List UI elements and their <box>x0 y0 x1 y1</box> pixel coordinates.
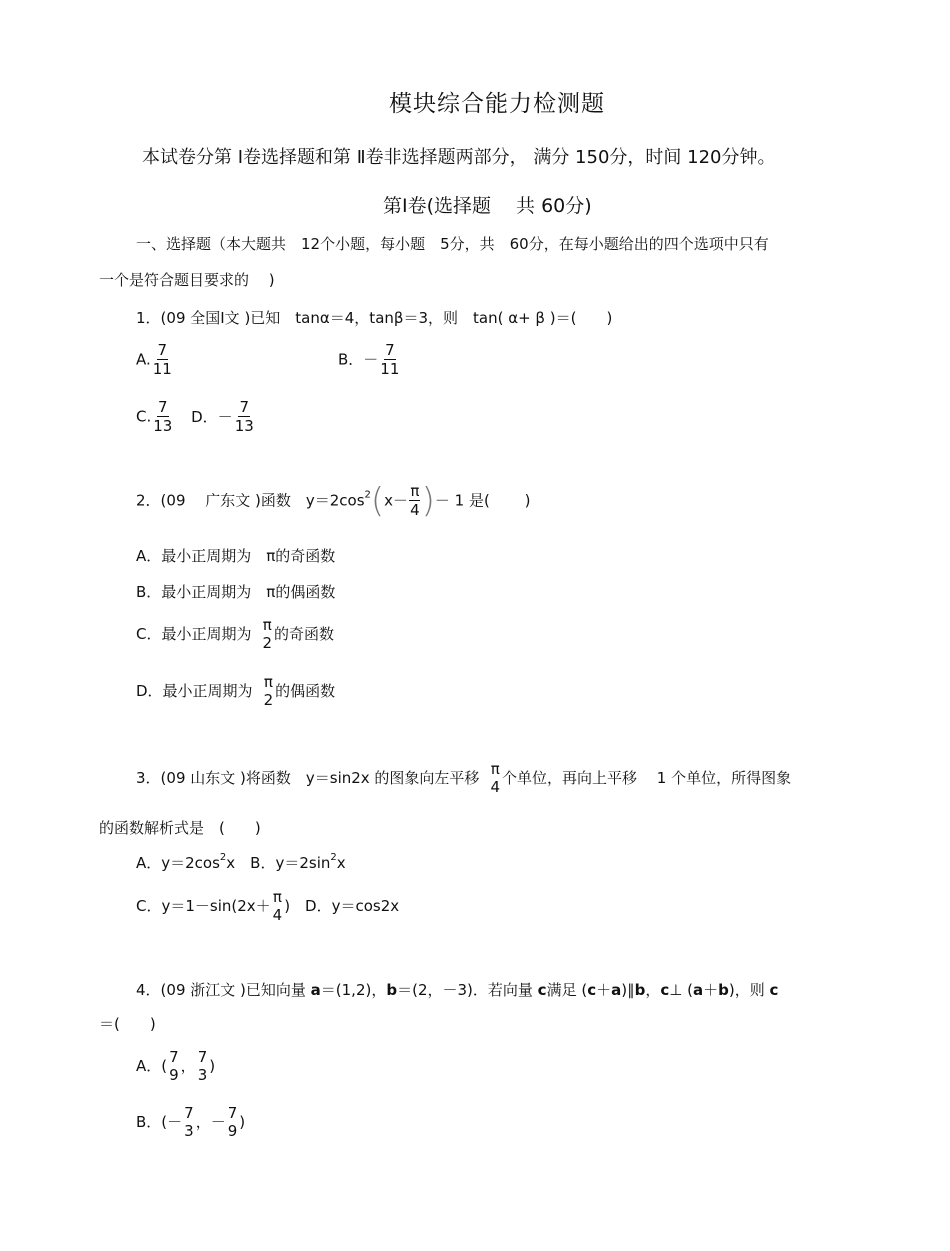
question-3-stem: 3．(09 山东文 )将函数 y＝sin2x 的图象向左平移 π 4 个单位，再向上平移 1 个单位，所得图象 <box>136 760 792 796</box>
fraction: $\frac{\pi}{4}$ <box>410 482 420 519</box>
fraction: π 2 <box>263 673 274 709</box>
fraction: $\frac{7}{13}$ <box>234 398 254 435</box>
section-instruction-line2: 一个是符合题目要求的 ) <box>99 271 275 289</box>
fraction: $\frac{7}{13}$ <box>153 398 173 435</box>
fraction: 7 9 <box>169 1048 179 1084</box>
question-1-options-cd: C. $\frac{7}{13}$ D．－ $\frac{7}{13}$ <box>136 398 254 435</box>
question-3-options-ab: A．$y=2\cos^2x$ B．$y=2\sin^2x$ <box>136 852 346 872</box>
question-2-option-d: D．最小正周期为 π 2 的偶函数 <box>136 673 336 709</box>
question-4-option-b: B．(－ 7 3 ，－ 7 9 ) <box>136 1104 246 1140</box>
question-1-option-b: B．－ $\frac{7}{11}$ <box>338 341 400 378</box>
question-4-stem: 4．(09 浙江文 )已知向量 a＝(1,2)，b＝(2，－3)．若向量 c满足 (c＋a)∥b，c⊥ (a＋b)，则 c <box>136 981 779 999</box>
question-1-option-a: A. $\frac{7}{11}$ <box>136 341 172 378</box>
question-2-stem: 2．(09 广东文 )函数 $y=2\cos^2(x-$ $\frac{\pi}{4}$ )－ 1 是( ) <box>136 481 531 521</box>
page-title: 模块综合能力检测题 <box>389 91 605 117</box>
question-4-option-a: A．( 7 9 ， 7 3 ) <box>136 1048 216 1084</box>
fraction: 7 3 <box>197 1048 208 1084</box>
question-1-stem: 1．(09 全国Ⅰ文 )已知 tanα＝4，tanβ＝3，则 tan( α+ β )＝( ) <box>136 309 613 327</box>
fraction: π 4 <box>490 760 500 796</box>
section-instruction-line1: 一、选择题（本大题共 12个小题，每小题 5分，共 60分，在每小题给出的四个选项中只有 <box>136 235 769 253</box>
question-4-stem-line2: ＝( ) <box>99 1015 156 1033</box>
question-2-option-c: C．最小正周期为 π 2 的奇函数 <box>136 616 335 652</box>
fraction: $\frac{7}{11}$ <box>380 341 400 378</box>
fraction: $\frac{7}{11}$ <box>152 341 172 378</box>
part-heading: 第Ⅰ卷(选择题 共 60分) <box>383 195 592 217</box>
question-3-options-cd: C．y＝1－sin(2x＋ π 4 ) D．y＝cos2x <box>136 888 400 924</box>
question-3-stem-line2: 的函数解析式是 ( ) <box>99 819 261 837</box>
fraction: π 4 <box>272 888 283 924</box>
fraction: 7 9 <box>227 1104 238 1140</box>
question-2-option-a: A．最小正周期为 π的奇函数 <box>136 547 336 565</box>
exam-intro: 本试卷分第 Ⅰ卷选择题和第 Ⅱ卷非选择题两部分， 满分 150分，时间 120分钟。 <box>142 147 776 168</box>
fraction: 7 3 <box>184 1104 194 1140</box>
fraction: π 2 <box>262 616 273 652</box>
question-2-option-b: B．最小正周期为 π的偶函数 <box>136 583 336 601</box>
